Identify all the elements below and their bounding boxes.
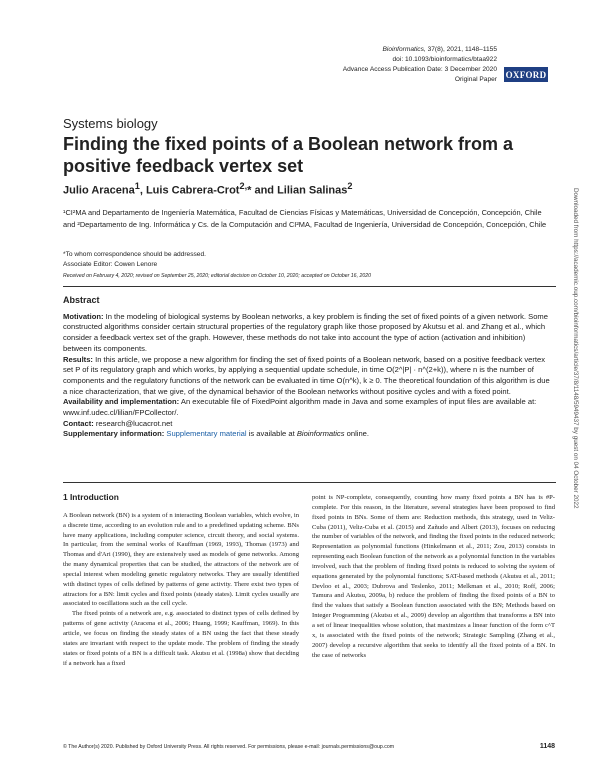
supplementary-text-2: online. <box>344 429 370 439</box>
doi: doi: 10.1093/bioinformatics/btaa922 <box>392 56 497 63</box>
affiliations: ¹CI²MA and Departamento de Ingeniería Matemática, Facultad de Ciencias Físicas y Matemáticas, Universidad de Concepción, Concepción, Chile and ²Departamento de Ing. Informática y Cs. de la Computación and CI²MA, Facultad de Ingeniería, Universidad de Concepción, Concepción, Chile <box>63 208 547 229</box>
abstract <box>63 295 553 440</box>
divider <box>63 286 556 287</box>
motivation-text: In the modeling of biological systems by Boolean networks, a key problem is finding the set of fixed points of a given network. Some constructed algorithms consider certain structural properties of the regulatory graph like those proposed by Akutsu et al. and Zhang et al., which consider a feedback vertex set of the graph. However, these methods do not take into account the type of action (activation and inhibition) between its components. <box>63 311 548 353</box>
abstract-supplementary: Supplementary information: Supplementary material is available at Bioinformatics online. <box>63 429 370 439</box>
supplementary-journal: Bioinformatics <box>296 429 345 439</box>
copyright-footer: © The Author(s) 2020. Published by Oxford University Press. All rights reserved. For permissions, please e-mail: journals.permissions@oup.com <box>63 744 395 750</box>
abstract-contact <box>63 419 553 430</box>
author-notes <box>63 250 206 270</box>
abstract-availability <box>63 397 553 418</box>
author-1: Julio Aracena <box>63 184 135 197</box>
abstract-motivation <box>63 312 553 355</box>
author-2: Luis Cabrera-Crot <box>145 184 240 197</box>
associate-editor: Associate Editor: Cowen Lenore <box>63 261 158 268</box>
paragraph: The fixed points of a network are, e.g. associated to distinct types of cells defined by patterns of gene activity (Aracena et al., 2006; Huang, 1999; Kauffman, 1969). In this article, we focus on finding the steady states of a BN using the fact that these steady states are invariant with respect to the update mode. The problem of finding the steady states or fixed points of a BN is a difficult task. Akutsu et al. (1998a) show that deciding if a network has a fixed <box>63 610 299 667</box>
journal-name: Bioinformatics, <box>382 46 426 53</box>
author-2-affil: 2, <box>239 181 248 191</box>
availability-text: An executable file of FixedPoint algorithm made in Java and some examples of input files are available at: www.inf.udec.cl/lilian/FPCollector/. <box>63 397 537 418</box>
correspondence-note: *To whom correspondence should be addressed. <box>63 251 206 258</box>
results-text: In this article, we propose a new algorithm for finding the set of fixed points of a Boolean network, based on a positive feedback vertex set P of its regulatory graph and which works, by applying a sequential update schedule, in time O(2^|P| · n^(2+k)), where n is the number of components and the regulatory functions of the network can be evaluated in time O(n^k), k ≥ 0. The theoretical foundation of this algorithm is due a nice characterization, that we give, of the dynamical behavior of the Boolean networks without positive cycles and with a fixed point. <box>63 354 550 396</box>
availability-label: Availability and implementation: <box>63 397 180 407</box>
author-conjunction: and <box>251 184 278 197</box>
advance-access-date: Advance Access Publication Date: 3 December 2020 <box>342 66 497 73</box>
journal-citation-block <box>343 45 497 85</box>
article-type: Original Paper <box>454 76 497 83</box>
journal-volume-pages: 37(8), 2021, 1148–1155 <box>427 46 497 53</box>
contact-label: Contact: <box>63 418 94 428</box>
download-watermark: Downloaded from https://academic.oup.com/bioinformatics/article/37/8/1148/5949437 by guest on 04 October 2022 <box>572 188 579 509</box>
supplementary-material-link[interactable]: Supplementary material <box>166 429 247 439</box>
paragraph: A Boolean network (BN) is a system of n interacting Boolean variables, which evolve, in a discrete time, according to an evolution rule and to a predefined updating scheme. BNs have many applications, including computer science, circuit theory, and social systems. In particular, from the seminal works of Kauffman (1969, 1993), Thomas (1973) and Thomas and d'Ari (1990), they are extensively used as models of gene networks. Among the many dynamical properties that can be studied, the attractors of the network are of special interest when modeling genetic regulatory networks. They are usually identified with distinct types of cells defined by patterns of gene activity. There exist two types of attractors for a BN: limit cycles and fixed points (steady states). Limit cycles usually are associated to oscillations such as the cell cycle. <box>63 511 299 608</box>
oxford-logo-text: OXFORD <box>505 69 547 80</box>
body-column-right <box>312 493 555 660</box>
oxford-logo <box>504 67 548 82</box>
supplementary-label: Supplementary information: <box>63 429 165 439</box>
abstract-heading: Abstract <box>63 295 100 305</box>
author-3-affil: 2 <box>347 181 353 191</box>
abstract-results <box>63 355 553 398</box>
corresponding-mark: * <box>247 184 252 197</box>
author-list: Julio Aracena$^1$, Luis Cabrera-Crot$^{2,}$* and Lilian Salinas$^2$ <box>63 181 353 197</box>
author-1-affil: 1 <box>134 181 140 191</box>
paragraph: point is NP-complete, consequently, counting how many fixed points a BN has is #P-complete. For this reason, in the literature, several strategies have been proposed to find fixed points in BNs. Some of them are: Reduction methods, this strategy, used in Veliz-Cuba (2011), Veliz-Cuba et al. (2015) and Zañudo and Albert (2013), focuses on reducing the number of variables of the network, and finding the fixed points in the reduced network; Representation as polynomial functions (Hinkelmann et al., 2011; Zou, 2013) consists in representing each Boolean function of the network as a polynomial function in the variables involved, such that the problem of finding fixed points is reduced to solving the system of equations generated by the polynomial functions; SAT-based methods (Akutsu et al., 2011; Devloo et al., 2003; Dubrova and Teslenko, 2011; Melkman et al., 2010; Roff, 2006; Tamura and Akutsu, 2009a, b) reduce the problem of finding the fixed points of a BN to find the values that satisfy a Boolean function associated with the BN; Methods based on Integer Programming (Akutsu et al., 2009) develop an algorithm that transforms a BN into a set of linear inequalities whose solution, that maximizes a linear function of the form c^T x, is associated with the fixed points of the network; Strategic Sampling (Zhang et al., 2007) develop a recursive algorithm that seeks to identify all the fixed points of a BN. In the case of networks <box>312 494 555 659</box>
results-label: Results: <box>63 354 93 364</box>
contact-text: research@lucacrot.net <box>93 418 173 428</box>
section-label: Systems biology <box>63 116 158 131</box>
section-heading-introduction: 1 Introduction <box>63 492 119 502</box>
received-dates: Received on February 4, 2020; revised on September 25, 2020; editorial decision on October 10, 2020; accepted on October 16, 2020 <box>63 273 371 279</box>
motivation-label: Motivation: <box>63 311 104 321</box>
author-3: Lilian Salinas <box>277 184 348 197</box>
divider <box>63 482 556 483</box>
body-column-left <box>63 493 299 668</box>
paper-title: Finding the fixed points of a Boolean network from a positive feedback vertex set <box>63 134 514 176</box>
page-number: 1148 <box>539 743 555 750</box>
